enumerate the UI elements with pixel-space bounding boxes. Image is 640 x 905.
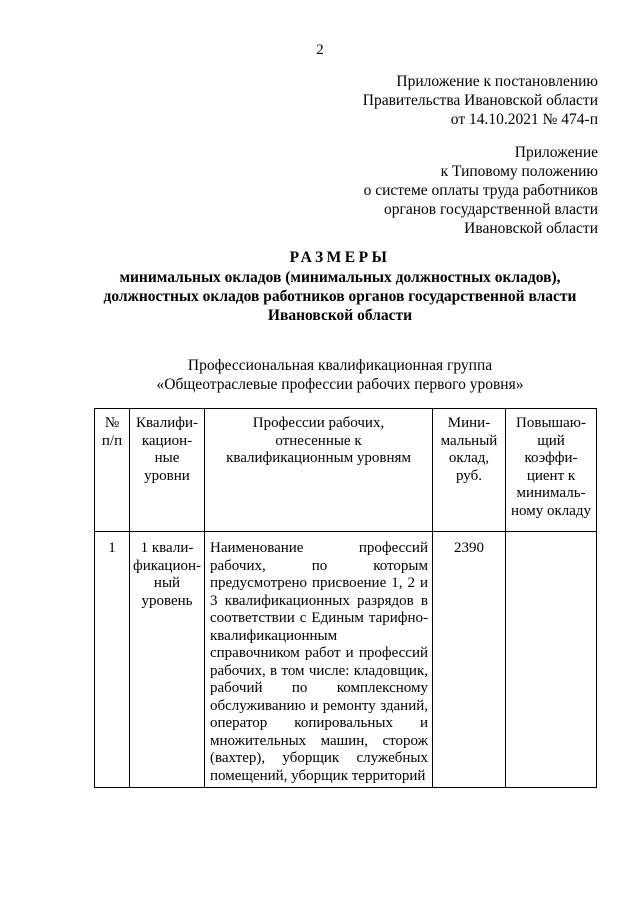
header-text: оклад,: [448, 450, 490, 466]
header-num: [95, 409, 130, 532]
header-text: отнесенные к: [275, 432, 362, 449]
header-text: ному окладу: [510, 502, 592, 519]
header-text: коэффи-: [524, 450, 578, 466]
header-salary: [433, 409, 506, 532]
table-header-row: [95, 409, 597, 532]
header-text: циент к: [526, 467, 576, 484]
appendix-sub-line: о системе оплаты труда работников: [363, 182, 598, 199]
header-text: уровни: [144, 467, 190, 484]
header-text: Квалифи-: [136, 415, 198, 431]
header-text: п/п: [101, 432, 123, 449]
cell-num: 1: [95, 532, 130, 788]
header-professions: [205, 409, 433, 532]
appendix-main: [363, 72, 598, 129]
appendix-sub-line: органов государственной власти: [384, 201, 598, 218]
salary-table: [94, 408, 597, 788]
header-text: Профессии рабочих,: [252, 415, 385, 431]
title-line: минимальных окладов (минимальных должностных окладов),: [119, 269, 561, 286]
header-text: щий: [537, 432, 565, 449]
document-title: [40, 248, 640, 325]
level-text: 1 квали-: [140, 540, 194, 556]
appendix-main-line: Правительства Ивановской области: [362, 92, 598, 109]
header-text: Повышаю-: [516, 415, 586, 431]
appendix-sub-line: Приложение: [514, 144, 598, 161]
appendix-sub-line: Ивановской области: [464, 220, 598, 237]
header-text: мальный: [440, 432, 498, 449]
title-line: Ивановской области: [267, 307, 413, 324]
level-text: ный: [153, 575, 181, 591]
group-line: «Общеотраслевые профессии рабочих первого уровня»: [156, 376, 524, 393]
page-number: 2: [316, 42, 324, 58]
title-main: РАЗМЕРЫ: [289, 249, 391, 266]
level-text: фикацион-: [132, 557, 202, 574]
cell-professions: Наименование профессий рабочих, по которым предусмотрено присвоение 1, 2 и 3 квалификационных разрядов в соответствии с Единым тарифно-квалификационным справочником работ и профессий рабочих, в том числе: кладовщик, рабочий по комплексному обслуживанию и ремонту зданий, оператор копировальных и множительных машин, сторож (вахтер), уборщик служебных помещений, уборщик территорий: [205, 532, 433, 788]
title-line: должностных окладов работников органов государственной власти: [103, 288, 577, 305]
level-text: уровень: [141, 592, 193, 609]
header-text: №: [104, 415, 120, 431]
cell-level: [130, 532, 205, 788]
header-text: Мини-: [447, 415, 491, 431]
header-text: кацион-: [141, 432, 193, 449]
appendix-sub-line: к Типовому положению: [440, 163, 598, 180]
cell-coefficient: [506, 532, 597, 788]
appendix-main-line: от 14.10.2021 № 474-п: [450, 111, 598, 128]
header-text: квалификационным уровням: [226, 450, 411, 466]
qualification-group-heading: [40, 356, 640, 394]
header-level: [130, 409, 205, 532]
header-text: минималь-: [516, 485, 586, 501]
header-text: руб.: [456, 467, 482, 484]
cell-salary: 2390: [433, 532, 506, 788]
header-text: ные: [154, 450, 180, 466]
appendix-main-line: Приложение к постановлению: [396, 73, 598, 90]
header-coefficient: [506, 409, 597, 532]
appendix-sub: [364, 143, 598, 238]
table-row: [95, 532, 597, 788]
group-line: Профессиональная квалификационная группа: [187, 357, 493, 374]
